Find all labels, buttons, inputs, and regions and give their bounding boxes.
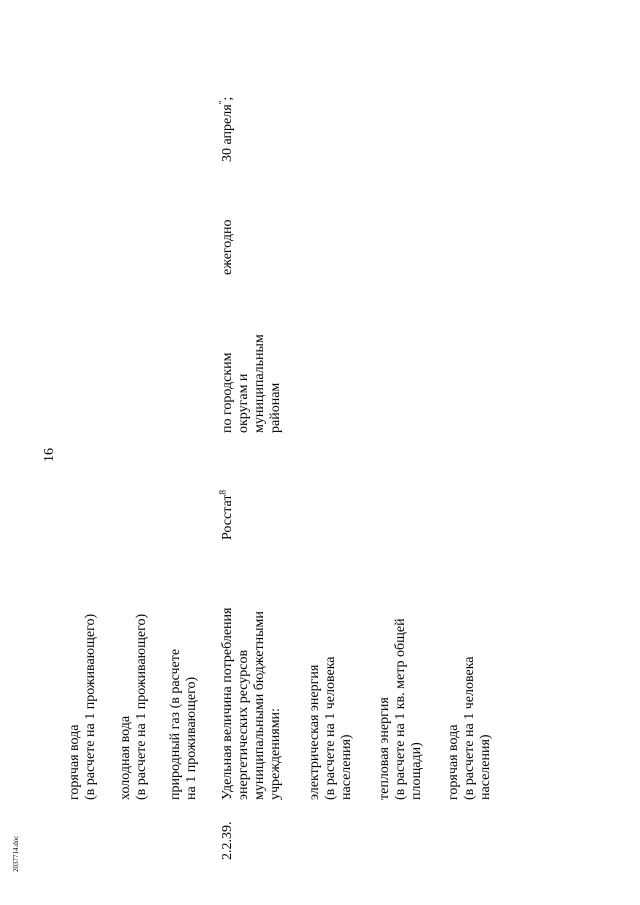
deadline-cell: [217, 96, 236, 162]
row-sub: на 1 проживающего): [184, 676, 199, 800]
sub-item-electric-energy: электрическая энергия (в расчете на 1 человека населения): [307, 656, 354, 800]
row-label: холодная вода: [118, 715, 133, 800]
indicator-title: Удельная величина потребления энергетических ресурсов муниципальными бюджетными учреждениями:: [220, 607, 283, 800]
deadline-text: 30 апреля: [220, 104, 235, 162]
frequency-cell: ежегодно: [220, 219, 235, 275]
row-hot-water-per-resident: [67, 614, 99, 800]
source-footnote: 8: [217, 490, 228, 495]
deadline-quote: ": [217, 100, 228, 105]
source-text: Росстат: [220, 494, 235, 540]
indicator-number: 2.2.39.: [220, 821, 235, 860]
document-id: 2037714.doc: [12, 835, 20, 872]
row-sub: (в расчете на 1 проживающего): [134, 613, 149, 800]
sub-item-hot-water-per-person: горячая вода (в расчете на 1 человека населения): [446, 656, 493, 800]
row-sub: (в расчете на 1 проживающего): [83, 613, 98, 800]
sub-item-heat-energy: тепловая энергия (в расчете на 1 кв. метр общей площади): [377, 618, 424, 800]
row-label: природный газ (в расчете: [168, 648, 183, 800]
scope-cell: по городским округам и муниципальным районам: [220, 334, 283, 433]
deadline-after: ;: [220, 96, 235, 101]
page-number: 16: [42, 448, 57, 462]
row-label: горячая вода: [67, 724, 82, 800]
source-cell: [217, 490, 236, 540]
row-cold-water-per-resident: [118, 614, 150, 800]
row-natural-gas-per-resident: [168, 649, 200, 800]
